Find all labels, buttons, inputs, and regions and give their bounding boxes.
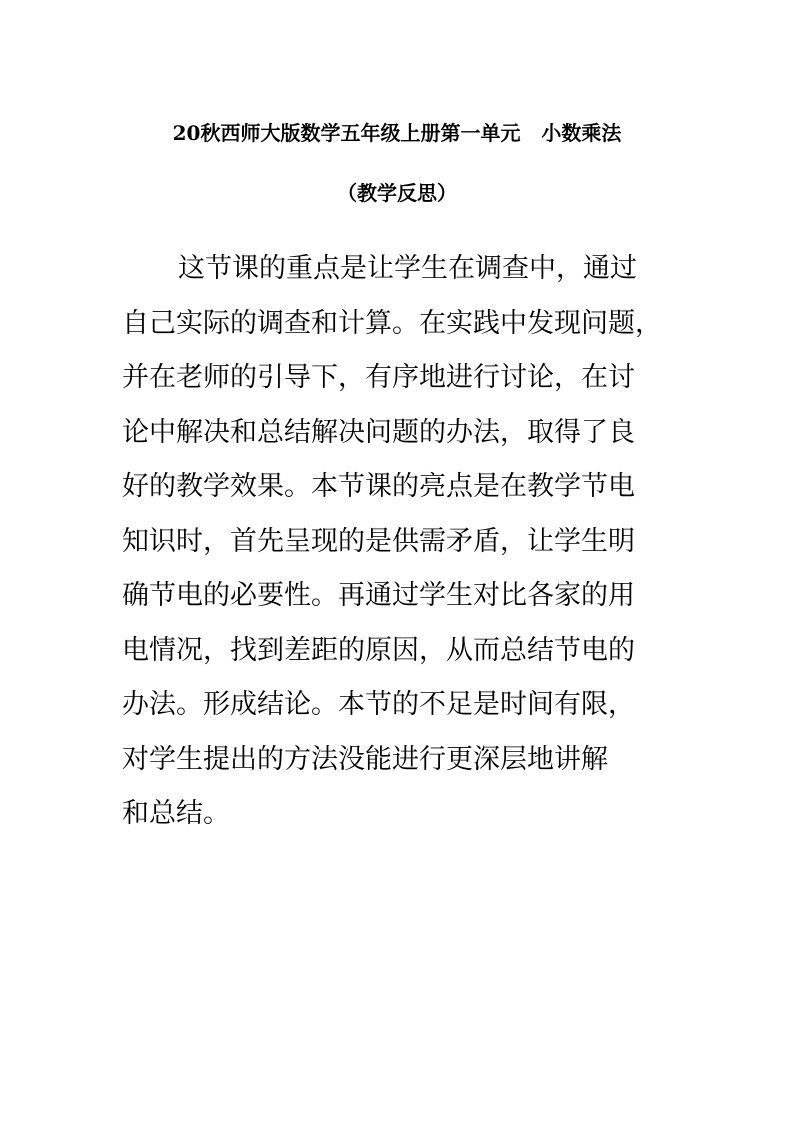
paragraph-line: 和总结。	[122, 798, 230, 829]
document-title: 20秋西师大版数学五年级上册第一单元 小数乘法	[172, 121, 622, 145]
paragraph-line: 好的教学效果。本节课的亮点是在教学节电	[122, 471, 635, 502]
paragraph-line: 论中解决和总结解决问题的办法，取得了良	[122, 416, 635, 448]
paragraph-line: 自己实际的调查和计算。在实践中发现问题，	[122, 307, 662, 339]
paragraph-line: 对学生提出的方法没能进行更深层地讲解	[122, 743, 608, 775]
paragraph-line: 知识时，首先呈现的是供需矛盾，让学生明	[122, 525, 635, 557]
paragraph-line: 这节课的重点是让学生在调查中，通过	[178, 253, 637, 284]
paragraph-line: 确节电的必要性。再通过学生对比各家的用	[122, 580, 635, 611]
body-paragraph	[122, 242, 674, 842]
document-subtitle: （教学反思）	[337, 181, 457, 205]
paragraph-line: 电情况，找到差距的原因，从而总结节电的	[122, 634, 635, 666]
paragraph-line: 并在老师的引导下，有序地进行讨论，在讨	[122, 362, 635, 393]
paragraph-line: 办法。形成结论。本节的不足是时间有限，	[122, 689, 635, 720]
